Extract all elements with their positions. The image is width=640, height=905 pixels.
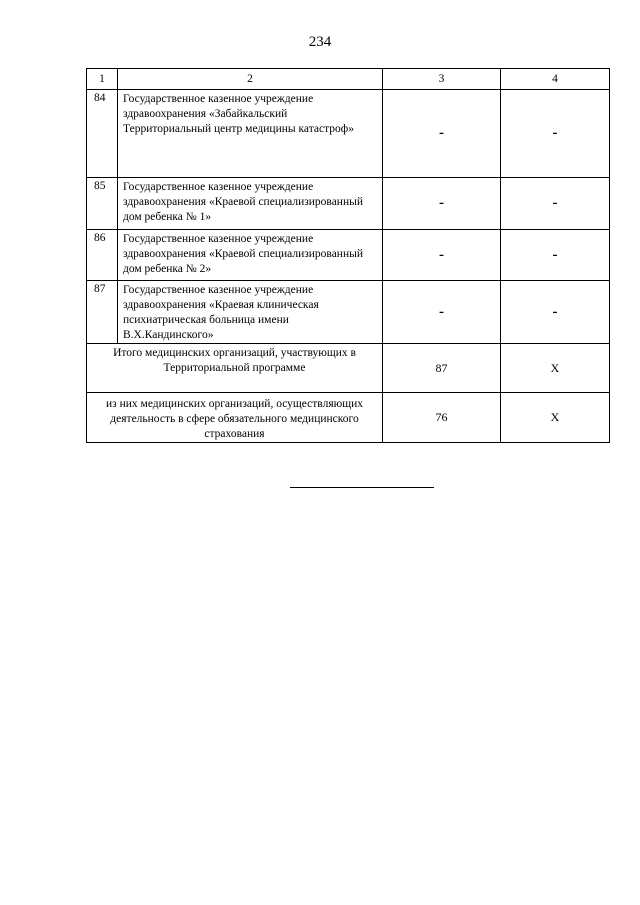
row-number: 85 [87, 178, 118, 230]
organization-name: Государственное казенное учреждение здравоохранения «Забайкальский Территориальный центр медицины катастроф» [118, 90, 383, 178]
header-cell: 4 [501, 69, 610, 90]
organizations-table [86, 68, 610, 443]
table-row [87, 281, 610, 344]
col4-value: - [501, 230, 610, 281]
header-cell: 1 [87, 69, 118, 90]
summary-label: из них медицинских организаций, осуществляющих деятельность в сфере обязательного медицинского страхования [87, 393, 383, 443]
col4-value: - [501, 178, 610, 230]
header-cell: 2 [118, 69, 383, 90]
header-cell: 3 [383, 69, 501, 90]
signature-line [290, 487, 434, 488]
row-number: 87 [87, 281, 118, 344]
summary-col3-value: 76 [383, 393, 501, 443]
summary-col4-value: X [501, 344, 610, 393]
col4-value: - [501, 281, 610, 344]
col3-value: - [383, 90, 501, 178]
col3-value: - [383, 281, 501, 344]
col3-value: - [383, 230, 501, 281]
organization-name: Государственное казенное учреждение здравоохранения «Краевая клиническая психиатрическая больница имени В.Х.Кандинского» [118, 281, 383, 344]
table-row [87, 178, 610, 230]
table-header-row [87, 69, 610, 90]
summary-row-total [87, 344, 610, 393]
page-number: 234 [308, 34, 332, 50]
organization-name: Государственное казенное учреждение здравоохранения «Краевой специализированный дом ребенка № 2» [118, 230, 383, 281]
row-number: 84 [87, 90, 118, 178]
col4-value: - [501, 90, 610, 178]
organization-name: Государственное казенное учреждение здравоохранения «Краевой специализированный дом ребенка № 1» [118, 178, 383, 230]
summary-col4-value: X [501, 393, 610, 443]
summary-col3-value: 87 [383, 344, 501, 393]
summary-label: Итого медицинских организаций, участвующих в Территориальной программе [87, 344, 383, 393]
table-row [87, 90, 610, 178]
table-row [87, 230, 610, 281]
summary-row-oms [87, 393, 610, 443]
row-number: 86 [87, 230, 118, 281]
col3-value: - [383, 178, 501, 230]
